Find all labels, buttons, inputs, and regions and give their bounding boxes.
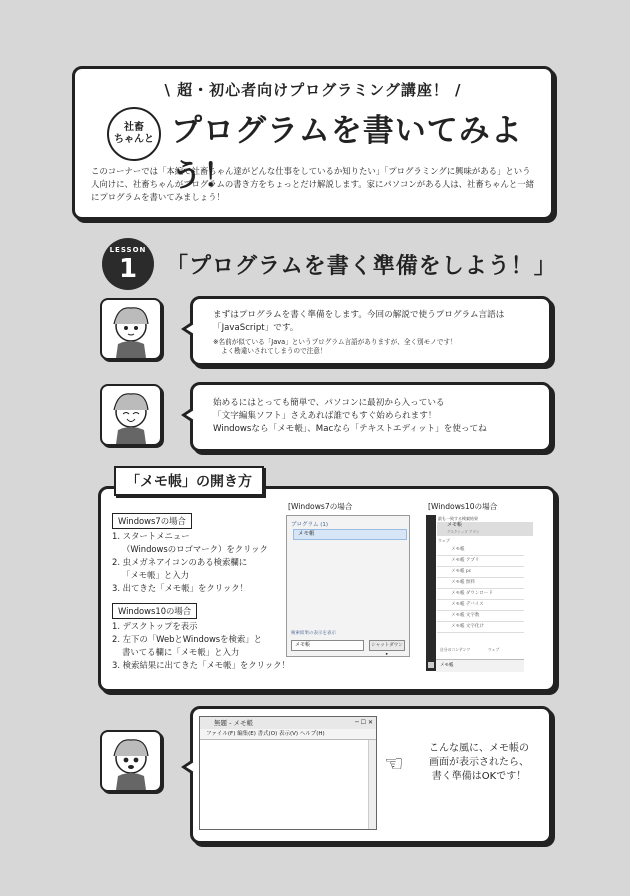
win7-label: Windows7の場合: [112, 513, 192, 529]
mascot-face-icon: [102, 300, 160, 358]
closing-line1: こんな風に、メモ帳の: [429, 743, 529, 754]
bubble2-line1: 始めるにはとっても簡単で、パソコンに最初から入っている: [213, 398, 445, 408]
win7-steps: [112, 530, 268, 595]
bubble1-line1: まずはプログラムを書く準備をします。今回の解説で使うプログラム言語は: [213, 310, 505, 320]
badge-line2: ちゃんと: [114, 134, 154, 145]
page-title: プログラムを書いてみよう！: [171, 113, 523, 194]
bubble2-line3: Windowsなら「メモ帳」、Macなら「テキストエディット」を使ってね: [213, 424, 487, 434]
window-controls-icon: ─ ☐ ✕: [355, 719, 373, 726]
mascot-avatar: [100, 730, 162, 792]
win10-web-item: メモ帳 アプリ: [437, 556, 524, 567]
notepad-title: 無題 - メモ帳: [214, 719, 253, 727]
intro-paragraph: このコーナーでは「本編で社畜ちゃん達がどんな仕事をしているか知りたい」「プログラミングに興味がある」という人向けに、社畜ちゃんがプログラムの書き方をちょっとだけ解説します。家にパソコンがある人は、社畜ちゃんと一緒にプログラムを書いてみましょう！: [91, 166, 534, 202]
win7-result-item: メモ帳: [293, 529, 407, 540]
win10-search-screenshot: [426, 515, 524, 671]
notepad-titlebar: [200, 717, 376, 729]
win10-web-item: メモ帳 文字数: [437, 611, 524, 622]
closing-text: [420, 742, 538, 784]
win10-web-item: メモ帳 ダウンロード: [437, 589, 524, 600]
win10-best-match-sub: デスクトップ アプリ: [447, 530, 480, 534]
win10-best-match-header: 最も一致する検索結果: [438, 516, 478, 521]
win7-list-header: プログラム (1): [291, 522, 328, 528]
win10-steps: [112, 620, 290, 672]
win7-more-link: 検索結果の表示を表示: [291, 631, 336, 636]
win7-screenshot-caption: [Windows7の場合: [288, 502, 353, 511]
win10-web-section: ウェブ: [438, 538, 450, 543]
win10-web-item: メモ帳 文字化け: [437, 622, 524, 633]
lesson-badge: [102, 238, 154, 290]
win10-best-match-title: メモ帳: [447, 522, 463, 528]
win10-best-match: [437, 522, 533, 536]
win10-my-content-button: 自分のコンテンツ: [440, 647, 471, 652]
win7-search-input: メモ帳: [291, 640, 364, 651]
win10-screenshot-caption: [Windows10の場合: [428, 502, 498, 511]
win7-step: 1. スタートメニュー: [112, 531, 190, 541]
notepad-scrollbar: [368, 740, 376, 829]
win10-web-button: ウェブ: [488, 647, 500, 652]
lesson-label: LESSON: [109, 246, 147, 254]
mascot-face-icon: [102, 386, 160, 444]
win7-step: 2. 虫メガネアイコンのある検索欄に: [112, 557, 248, 567]
win10-step: 3. 検索結果に出てきた「メモ帳」をクリック！: [112, 660, 290, 670]
mascot-avatar: [100, 298, 162, 360]
bubble1-note1: ※名前が似ている「Java」というプログラム言語がありますが、全く別モノです！: [213, 338, 457, 346]
win10-web-item: メモ帳 pc: [437, 567, 524, 578]
mascot-face-icon: [102, 732, 160, 790]
closing-line3: 書く準備はOKです！: [431, 771, 527, 782]
windows-logo-icon: [428, 662, 434, 668]
win7-step: （Windowsのロゴマーク）をクリック: [122, 544, 268, 554]
win10-web-item: メモ帳 無料: [437, 578, 524, 589]
win10-web-item: メモ帳: [437, 545, 524, 556]
notepad-screenshot: [199, 716, 377, 830]
bubble1-line2: 「JavaScript」です。: [213, 323, 299, 333]
lesson-number: 1: [118, 254, 138, 284]
win10-search-input: メモ帳: [436, 659, 524, 672]
win7-step: 「メモ帳」と入力: [122, 570, 189, 580]
win10-label: Windows10の場合: [112, 603, 197, 619]
header-panel: [72, 66, 554, 220]
speech-bubble-1: [190, 296, 552, 366]
win7-shutdown-button: シャットダウン ▸: [369, 640, 405, 651]
win10-web-item: メモ帳 デバイス: [437, 600, 524, 611]
mascot-badge: [107, 107, 161, 161]
notepad-menubar: ファイル(F) 編集(E) 書式(O) 表示(V) ヘルプ(H): [200, 729, 376, 740]
pointing-hand-icon: ☜: [384, 752, 404, 777]
win10-web-results: [437, 545, 524, 633]
win7-start-menu-screenshot: [286, 515, 410, 657]
speech-bubble-2: [190, 382, 552, 452]
bubble2-line2: 「文字編集ソフト」さえあれば誰でもすぐ始められます！: [213, 411, 437, 421]
mascot-avatar: [100, 384, 162, 446]
badge-line1: 社畜: [124, 122, 144, 133]
howto-title: 「メモ帳」の開き方: [114, 466, 264, 496]
win7-step: 3. 出てきた「メモ帳」をクリック！: [112, 583, 248, 593]
closing-line2: 画面が表示されたら、: [429, 757, 529, 768]
kicker-text: \ 超・初心者向けプログラミング講座！ /: [164, 81, 462, 99]
win10-step: 2. 左下の「WebとWindowsを検索」と: [112, 634, 263, 644]
lesson-title: 「プログラムを書く準備をしよう！」: [166, 254, 557, 279]
win10-step: 1. デスクトップを表示: [112, 621, 198, 631]
bubble1-note2: よく勘違いされてしまうので注意！: [221, 347, 327, 355]
win10-step: 書いてる欄に「メモ帳」と入力: [122, 647, 240, 657]
